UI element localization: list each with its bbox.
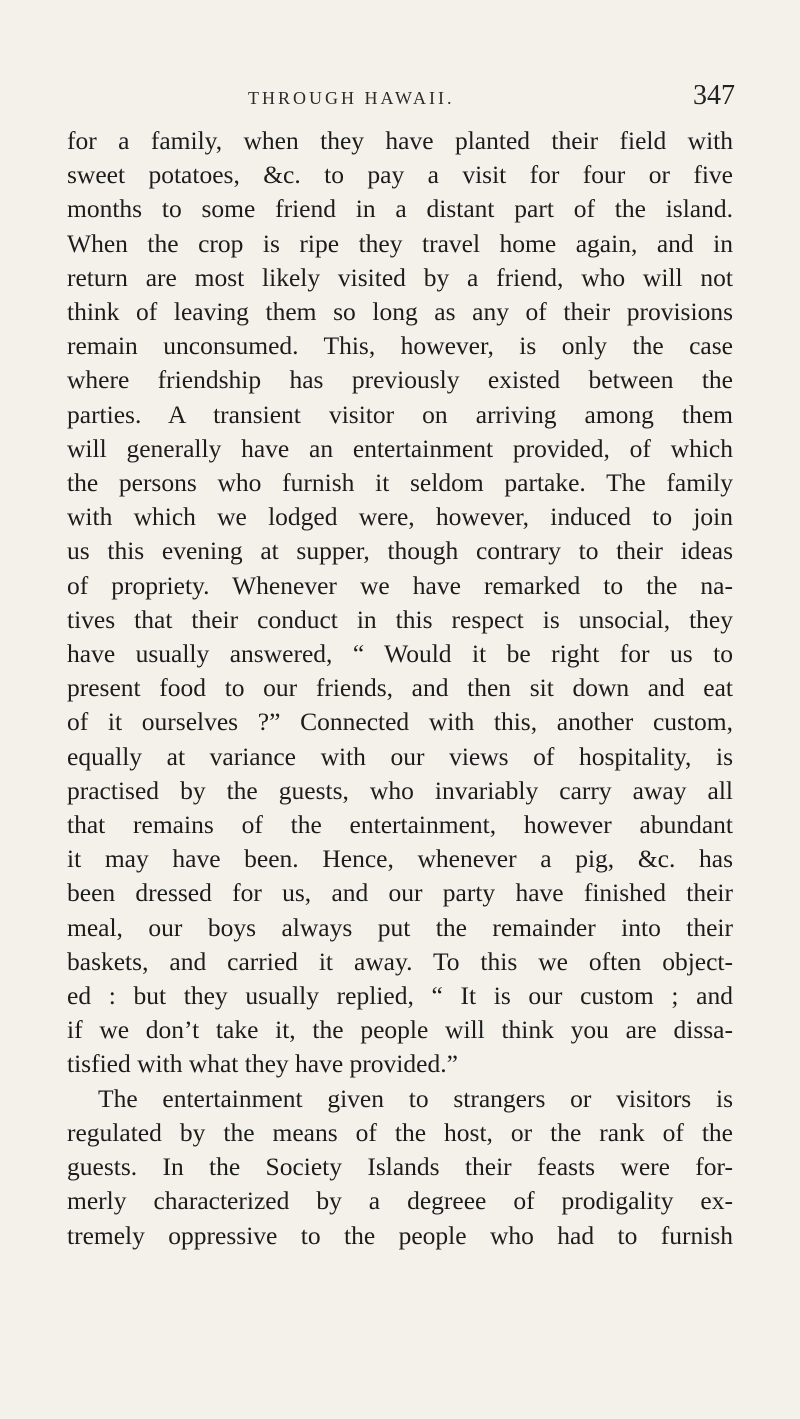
text-line: of it ourselves ?” Connected with this, another custom, <box>67 707 733 737</box>
text-line: for a family, when they have planted their field with <box>67 126 733 155</box>
text-line: think of leaving them so long as any of their provisions <box>67 297 733 327</box>
text-line: months to some friend in a distant part of the island. <box>67 194 733 224</box>
text-line: return are most likely visited by a friend, who will not <box>67 262 733 292</box>
text-line: equally at variance with our views of hospitality, is <box>67 741 733 771</box>
text-line: tives that their conduct in this respect is unsocial, they <box>67 604 733 634</box>
text-line: merly characterized by a degreee of prodigality ex- <box>67 1186 733 1216</box>
page-number: 347 <box>693 80 735 111</box>
text-line: with which we lodged were, however, induced to join <box>67 502 733 532</box>
text-line: regulated by the means of the host, or the rank of the <box>67 1117 733 1147</box>
text-line: meal, our boys always put the remainder into their <box>67 912 733 942</box>
text-line: When the crop is ripe they travel home again, and in <box>67 228 733 258</box>
text-line: guests. In the Society Islands their feasts were for- <box>67 1152 733 1182</box>
text-line: baskets, and carried it away. To this we often object- <box>67 946 733 976</box>
text-line: present food to our friends, and then sit down and eat <box>67 673 733 703</box>
text-line: it may have been. Hence, whenever a pig, &c. has <box>67 844 733 874</box>
text-line: us this evening at supper, though contrary to their ideas <box>67 536 733 566</box>
text-line: tremely oppressive to the people who had to furnish <box>67 1220 733 1250</box>
text-line: sweet potatoes, &c. to pay a visit for four or five <box>67 160 733 190</box>
text-line: practised by the guests, who invariably carry away all <box>67 775 733 805</box>
text-line: that remains of the entertainment, however abundant <box>67 810 733 840</box>
text-line: remain unconsumed. This, however, is only the case <box>67 331 733 361</box>
text-line: of propriety. Whenever we have remarked to the na- <box>67 570 733 600</box>
text-line: tisfied with what they have provided.” <box>67 1049 458 1079</box>
text-line: have usually answered, “ Would it be right for us to <box>67 639 733 669</box>
text-line: will generally have an entertainment provided, of which <box>67 433 733 463</box>
text-line: where friendship has previously existed between the <box>67 365 733 395</box>
body-text <box>67 124 733 1253</box>
text-line: ed : but they usually replied, “ It is our custom ; and <box>67 981 733 1011</box>
text-line: been dressed for us, and our party have finished their <box>67 878 733 908</box>
text-line: The entertainment given to strangers or visitors is <box>98 1083 733 1113</box>
running-head: THROUGH HAWAII. <box>248 88 455 108</box>
text-line: the persons who furnish it seldom partake. The family <box>67 468 733 498</box>
text-line: parties. A transient visitor on arriving among them <box>67 399 733 429</box>
text-line: if we don’t take it, the people will think you are dissa- <box>67 1015 733 1045</box>
